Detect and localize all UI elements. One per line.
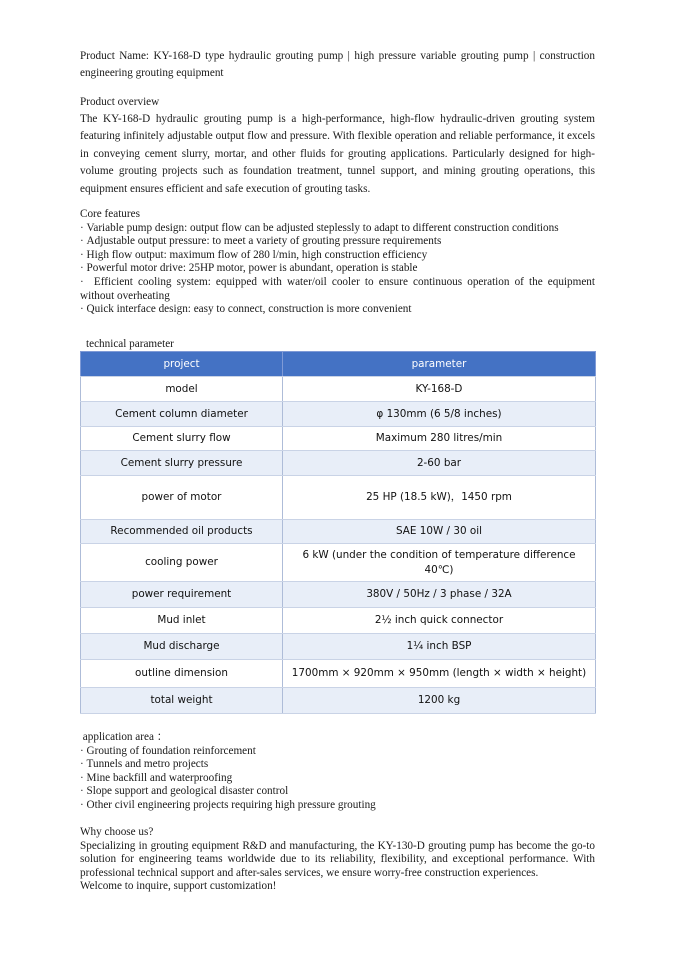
core-features-heading: Core features [80,208,140,220]
cell-project: total weight [81,688,283,714]
overview-heading: Product overview [80,96,160,108]
cell-parameter: SAE 10W / 30 oil [283,520,596,544]
product-name: Product Name: KY-168-D type hydraulic grouting pump | high pressure variable grouting pump | construction engineering grouting equipment [80,50,595,79]
application-item: · Tunnels and metro projects [80,758,595,772]
cell-parameter: 380V / 50Hz / 3 phase / 32A [283,582,596,608]
cell-parameter: 6 kW (under the condition of temperature difference 40℃) [283,544,596,582]
core-features-list [80,221,598,317]
table-row [81,377,596,402]
application-area-list [80,745,595,813]
cell-project: model [81,377,283,402]
application-item: · Other civil engineering projects requiring high pressure grouting [80,799,595,813]
technical-parameter-section [80,337,595,714]
cell-parameter: 1200 kg [283,688,596,714]
table-row [81,582,596,608]
table-row [81,476,596,520]
cell-project: power of motor [81,476,283,520]
column-header-parameter: parameter [283,352,596,377]
cell-project: Cement column diameter [81,402,283,427]
cell-project: Cement slurry pressure [81,451,283,476]
cell-parameter: 2½ inch quick connector [283,608,596,634]
table-row [81,427,596,451]
table-header-row [81,352,596,377]
table-row [81,634,596,660]
feature-item: · Variable pump design: output flow can be adjusted steplessly to adapt to different construction conditions [80,222,595,236]
cell-parameter: 25 HP (18.5 kW)，1450 rpm [283,476,596,520]
table-row [81,660,596,688]
core-features-section [80,208,598,317]
why-choose-heading: Why choose us? [80,826,154,838]
cell-parameter: 2-60 bar [283,451,596,476]
cell-project: power requirement [81,582,283,608]
feature-item: · Quick interface design: easy to connect, construction is more convenient [80,303,595,317]
application-area-heading: application area ： [80,731,168,743]
cell-parameter: φ 130mm (6 5/8 inches) [283,402,596,427]
application-item: · Slope support and geological disaster control [80,785,595,799]
technical-parameter-heading: technical parameter [86,338,174,350]
feature-item: · Powerful motor drive: 25HP motor, power is abundant, operation is stable [80,262,595,276]
column-header-project: project [81,352,283,377]
cell-project: outline dimension [81,660,283,688]
product-name-section [80,48,595,82]
cell-parameter: 1¼ inch BSP [283,634,596,660]
cell-project: cooling power [81,544,283,582]
table-row [81,688,596,714]
closing-text: Welcome to inquire, support customization! [80,880,277,893]
overview-text: The KY-168-D hydraulic grouting pump is a high-performance, high-flow hydraulic-driven grouting system featuring infinitely adjustable output flow and pressure. With flexible operation and reliable performance, it excels in conveying cement slurry, mortar, and other fluids for grouting applications. Particularly designed for high-volume grouting projects such as foundation treatment, tunnel support, and mining grouting operations, this equipment ensures efficient and safe execution of grouting tasks. [80,113,595,195]
cell-project: Cement slurry flow [81,427,283,451]
cell-parameter: KY-168-D [283,377,596,402]
cell-project: Recommended oil products [81,520,283,544]
feature-item: · Adjustable output pressure: to meet a variety of grouting pressure requirements [80,235,595,249]
table-row [81,544,596,582]
cell-parameter: 1700mm × 920mm × 950mm (length × width × height) [283,660,596,688]
why-choose-text: Specializing in grouting equipment R&D and manufacturing, the KY-130-D grouting pump has become the go-to solution for engineering teams worldwide due to its reliability, flexibility, and exceptional performance. With professional technical support and after-sales services, we ensure worry-free construction experiences. [80,839,595,879]
application-area-section [80,731,595,813]
table-row [81,451,596,476]
table-row [81,402,596,427]
table-row [81,520,596,544]
cell-project: Mud inlet [81,608,283,634]
table-row [81,608,596,634]
cell-parameter: Maximum 280 litres/min [283,427,596,451]
application-item: · Grouting of foundation reinforcement [80,745,595,759]
application-item: · Mine backfill and waterproofing [80,772,595,786]
spec-table [80,351,596,714]
feature-item: · High flow output: maximum flow of 280 l/min, high construction efficiency [80,249,595,263]
cell-project: Mud discharge [81,634,283,660]
overview-section [80,95,595,198]
feature-item: · Efficient cooling system: equipped with water/oil cooler to ensure continuous operation of the equipment without overheating [80,276,595,303]
why-choose-section [80,826,595,894]
